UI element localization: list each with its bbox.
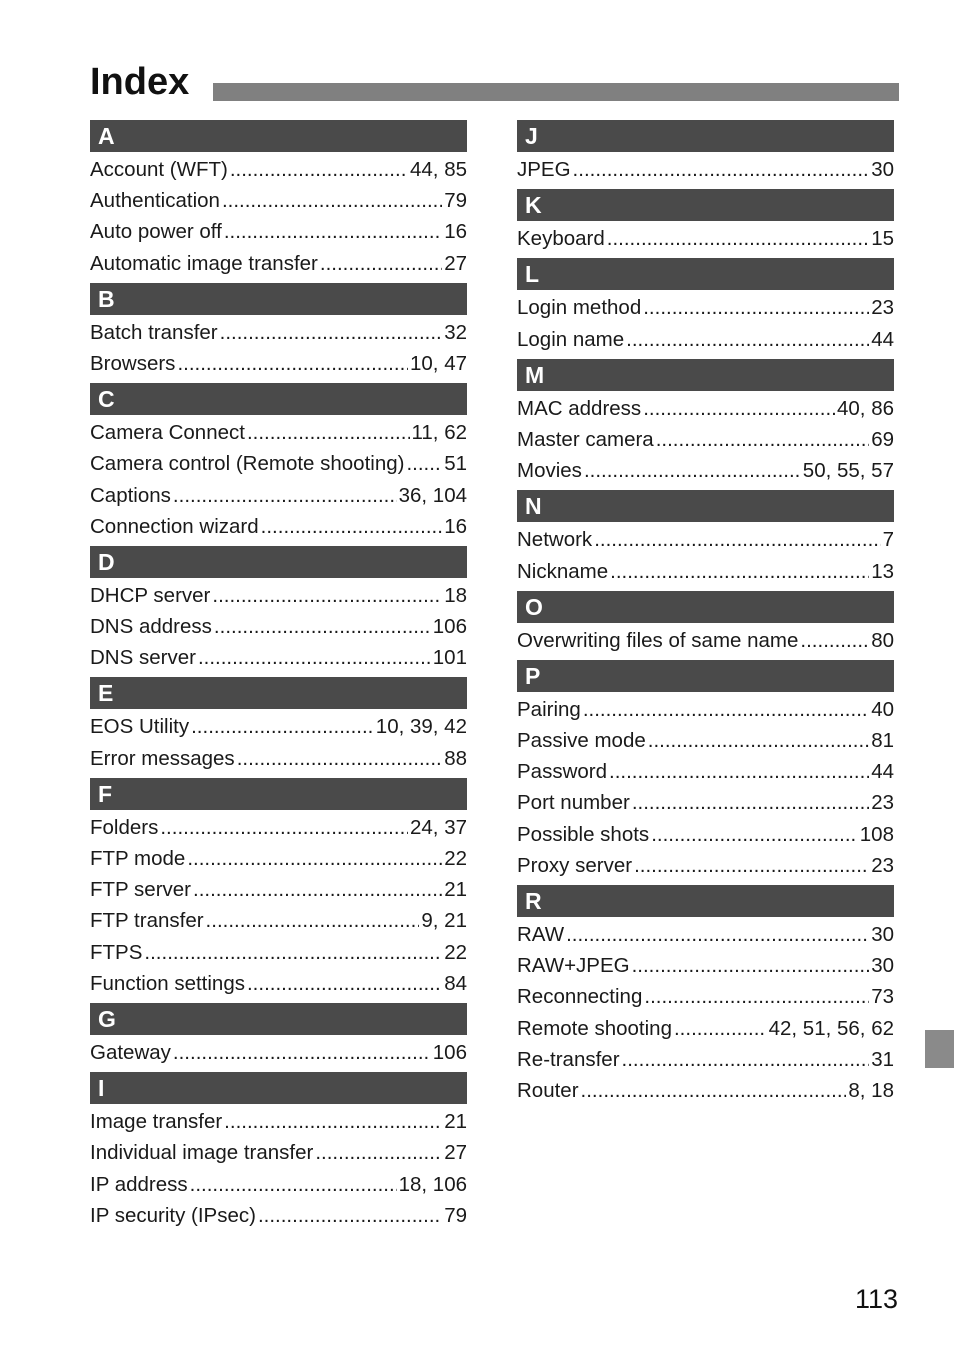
entry-page-refs: 108 bbox=[859, 822, 894, 846]
index-entry bbox=[90, 417, 467, 448]
dot-leader bbox=[214, 611, 431, 642]
index-entry bbox=[90, 743, 467, 774]
index-entry bbox=[517, 625, 894, 656]
entry-page-refs: 21 bbox=[444, 878, 467, 902]
index-section bbox=[90, 283, 467, 379]
index-entry bbox=[517, 292, 894, 323]
entry-term: DNS address bbox=[90, 615, 212, 639]
dot-leader bbox=[220, 317, 443, 348]
index-section bbox=[90, 1072, 467, 1231]
entry-list bbox=[90, 415, 467, 542]
index-entry bbox=[517, 756, 894, 787]
index-entry bbox=[90, 905, 467, 936]
entry-page-refs: 9, 21 bbox=[421, 909, 467, 933]
dot-leader bbox=[607, 223, 869, 254]
dot-leader bbox=[247, 968, 442, 999]
index-section bbox=[90, 546, 467, 674]
index-section bbox=[517, 490, 894, 586]
dot-leader bbox=[648, 725, 869, 756]
index-entry bbox=[90, 580, 467, 611]
page-title: Index bbox=[90, 61, 190, 103]
entry-page-refs: 42, 51, 56, 62 bbox=[768, 1016, 894, 1040]
dot-leader bbox=[173, 480, 397, 511]
entry-term: Auto power off bbox=[90, 220, 222, 244]
entry-page-refs: 80 bbox=[871, 628, 894, 652]
entry-page-refs: 23 bbox=[871, 853, 894, 877]
entry-term: Overwriting files of same name bbox=[517, 628, 799, 652]
entry-list bbox=[90, 709, 467, 773]
entry-page-refs: 8, 18 bbox=[848, 1078, 894, 1102]
index-section bbox=[517, 359, 894, 487]
entry-page-refs: 30 bbox=[871, 158, 894, 181]
entry-term: RAW+JPEG bbox=[517, 954, 630, 978]
entry-page-refs: 24, 37 bbox=[410, 815, 467, 839]
index-entry bbox=[90, 1200, 467, 1231]
dot-leader bbox=[224, 216, 442, 247]
entry-list bbox=[517, 623, 894, 656]
entry-term: Pairing bbox=[517, 697, 581, 721]
index-entry bbox=[90, 874, 467, 905]
index-entry bbox=[517, 223, 894, 254]
entry-term: Image transfer bbox=[90, 1110, 223, 1134]
entry-page-refs: 10, 47 bbox=[410, 351, 467, 375]
index-entry bbox=[90, 611, 467, 642]
dot-leader bbox=[160, 812, 408, 843]
index-section bbox=[517, 591, 894, 656]
index-entry bbox=[90, 812, 467, 843]
dot-leader bbox=[610, 556, 869, 587]
dot-leader bbox=[222, 185, 442, 216]
index-entry bbox=[517, 919, 894, 950]
entry-page-refs: 81 bbox=[871, 729, 894, 753]
dot-leader bbox=[224, 1106, 442, 1137]
entry-page-refs: 106 bbox=[432, 1040, 467, 1064]
index-entry bbox=[90, 1137, 467, 1168]
index-column-left bbox=[90, 120, 467, 1235]
entry-page-refs: 44 bbox=[871, 327, 894, 351]
dot-leader bbox=[800, 625, 869, 656]
section-letter-heading: P bbox=[517, 660, 894, 692]
dot-leader bbox=[212, 580, 442, 611]
dot-leader bbox=[634, 850, 869, 881]
dot-leader bbox=[584, 455, 801, 486]
index-entry bbox=[517, 556, 894, 587]
entry-list bbox=[90, 1035, 467, 1068]
entry-term: Function settings bbox=[90, 971, 245, 995]
entry-page-refs: 30 bbox=[871, 954, 894, 978]
entry-term: Browsers bbox=[90, 351, 176, 375]
index-entry bbox=[517, 1075, 894, 1106]
entry-term: DHCP server bbox=[90, 583, 211, 607]
section-letter-heading: R bbox=[517, 885, 894, 917]
index-section bbox=[90, 383, 467, 542]
entry-page-refs: 73 bbox=[871, 985, 894, 1009]
entry-page-refs: 22 bbox=[444, 940, 467, 964]
dot-leader bbox=[566, 919, 869, 950]
index-section bbox=[517, 189, 894, 254]
entry-term: Network bbox=[517, 528, 593, 552]
index-section bbox=[90, 778, 467, 999]
section-letter-heading: A bbox=[90, 120, 467, 152]
index-entry bbox=[517, 694, 894, 725]
entry-page-refs: 18 bbox=[444, 583, 467, 607]
entry-term: Port number bbox=[517, 791, 630, 815]
dot-leader bbox=[258, 1200, 442, 1231]
entry-page-refs: 16 bbox=[444, 514, 467, 538]
entry-page-refs: 27 bbox=[444, 251, 467, 275]
dot-leader bbox=[247, 417, 410, 448]
entry-term: Authentication bbox=[90, 189, 220, 213]
dot-leader bbox=[144, 937, 442, 968]
index-entry bbox=[90, 448, 467, 479]
index-section bbox=[517, 660, 894, 881]
index-entry bbox=[517, 324, 894, 355]
entry-term: Camera Connect bbox=[90, 421, 245, 445]
entry-page-refs: 18, 106 bbox=[398, 1172, 467, 1196]
entry-page-refs: 69 bbox=[871, 427, 894, 451]
index-column-right bbox=[517, 120, 894, 1110]
section-letter-heading: C bbox=[90, 383, 467, 415]
entry-term: FTP mode bbox=[90, 847, 186, 870]
entry-term: FTP server bbox=[90, 878, 191, 902]
entry-term: Batch transfer bbox=[90, 320, 218, 344]
entry-page-refs: 44 bbox=[871, 760, 894, 784]
index-entry bbox=[517, 393, 894, 424]
section-letter-heading: F bbox=[90, 778, 467, 810]
entry-list bbox=[517, 391, 894, 487]
entry-term: Movies bbox=[517, 459, 582, 483]
section-letter-heading: D bbox=[90, 546, 467, 578]
section-letter-heading: E bbox=[90, 677, 467, 709]
entry-page-refs: 32 bbox=[444, 320, 467, 344]
entry-term: Login name bbox=[517, 327, 625, 351]
index-entry bbox=[90, 968, 467, 999]
dot-leader bbox=[632, 950, 870, 981]
entry-page-refs: 79 bbox=[444, 1203, 467, 1227]
entry-page-refs: 15 bbox=[871, 227, 894, 251]
entry-term: Captions bbox=[90, 483, 171, 507]
dot-leader bbox=[187, 843, 442, 874]
entry-list bbox=[90, 810, 467, 999]
entry-term: FTPS bbox=[90, 940, 143, 964]
entry-term: Nickname bbox=[517, 559, 609, 583]
index-entry bbox=[517, 725, 894, 756]
dot-leader bbox=[173, 1037, 431, 1068]
index-section bbox=[517, 885, 894, 1106]
index-entry bbox=[90, 1169, 467, 1200]
entry-page-refs: 11, 62 bbox=[411, 421, 467, 445]
entry-page-refs: 50, 55, 57 bbox=[802, 459, 894, 483]
section-letter-heading: N bbox=[517, 490, 894, 522]
entry-page-refs: 23 bbox=[871, 296, 894, 320]
entry-list bbox=[517, 221, 894, 254]
dot-leader bbox=[190, 1169, 397, 1200]
entry-term: RAW bbox=[517, 923, 565, 946]
index-entry bbox=[517, 455, 894, 486]
section-letter-heading: B bbox=[90, 283, 467, 315]
entry-list bbox=[517, 152, 894, 185]
entry-term: Master camera bbox=[517, 427, 654, 451]
dot-leader bbox=[230, 154, 408, 185]
index-entry bbox=[90, 317, 467, 348]
dot-leader bbox=[573, 154, 870, 185]
entry-page-refs: 22 bbox=[444, 847, 467, 870]
entry-page-refs: 79 bbox=[444, 189, 467, 213]
index-entry bbox=[90, 480, 467, 511]
entry-term: Passive mode bbox=[517, 729, 646, 753]
dot-leader bbox=[626, 324, 869, 355]
entry-list bbox=[517, 522, 894, 586]
index-entry bbox=[90, 1037, 467, 1068]
entry-page-refs: 7 bbox=[882, 528, 894, 552]
index-entry bbox=[517, 154, 894, 185]
index-entry bbox=[90, 185, 467, 216]
dot-leader bbox=[643, 393, 835, 424]
dot-leader bbox=[315, 1137, 442, 1168]
index-section bbox=[90, 1003, 467, 1068]
dot-leader bbox=[320, 248, 442, 279]
entry-list bbox=[90, 152, 467, 279]
entry-page-refs: 44, 85 bbox=[410, 158, 467, 181]
section-letter-heading: O bbox=[517, 591, 894, 623]
dot-leader bbox=[644, 981, 869, 1012]
index-entry bbox=[517, 524, 894, 555]
section-letter-heading: I bbox=[90, 1072, 467, 1104]
entry-page-refs: 30 bbox=[871, 923, 894, 946]
entry-term: Reconnecting bbox=[517, 985, 643, 1009]
dot-leader bbox=[651, 819, 858, 850]
entry-page-refs: 101 bbox=[432, 646, 467, 670]
index-section bbox=[90, 120, 467, 279]
dot-leader bbox=[609, 756, 869, 787]
entry-page-refs: 51 bbox=[444, 452, 467, 476]
dot-leader bbox=[237, 743, 443, 774]
thumb-index-tab bbox=[925, 1030, 954, 1068]
index-entry bbox=[90, 348, 467, 379]
index-entry bbox=[517, 981, 894, 1012]
index-entry bbox=[517, 819, 894, 850]
entry-term: Error messages bbox=[90, 746, 235, 770]
dot-leader bbox=[206, 905, 420, 936]
entry-term: Automatic image transfer bbox=[90, 251, 318, 275]
entry-page-refs: 23 bbox=[871, 791, 894, 815]
entry-page-refs: 21 bbox=[444, 1110, 467, 1134]
dot-leader bbox=[406, 448, 442, 479]
dot-leader bbox=[656, 424, 869, 455]
entry-term: Keyboard bbox=[517, 227, 605, 251]
index-section bbox=[517, 120, 894, 185]
section-letter-heading: M bbox=[517, 359, 894, 391]
entry-page-refs: 40 bbox=[871, 697, 894, 721]
index-section bbox=[517, 258, 894, 354]
dot-leader bbox=[583, 694, 869, 725]
index-entry bbox=[517, 1013, 894, 1044]
index-section bbox=[90, 677, 467, 773]
entry-list bbox=[517, 290, 894, 354]
section-letter-heading: G bbox=[90, 1003, 467, 1035]
entry-term: Remote shooting bbox=[517, 1016, 672, 1040]
entry-term: Connection wizard bbox=[90, 514, 259, 538]
entry-term: Folders bbox=[90, 815, 159, 839]
dot-leader bbox=[193, 874, 442, 905]
index-entry bbox=[90, 216, 467, 247]
entry-page-refs: 40, 86 bbox=[837, 396, 894, 420]
dot-leader bbox=[191, 711, 374, 742]
entry-term: Proxy server bbox=[517, 853, 633, 877]
index-entry bbox=[517, 950, 894, 981]
entry-list bbox=[517, 917, 894, 1106]
entry-term: MAC address bbox=[517, 396, 642, 420]
entry-term: Individual image transfer bbox=[90, 1141, 314, 1165]
section-letter-heading: L bbox=[517, 258, 894, 290]
entry-term: Router bbox=[517, 1078, 579, 1102]
index-entry bbox=[90, 248, 467, 279]
entry-term: Account (WFT) bbox=[90, 158, 228, 181]
entry-page-refs: 16 bbox=[444, 220, 467, 244]
dot-leader bbox=[198, 642, 431, 673]
dot-leader bbox=[622, 1044, 870, 1075]
index-entry bbox=[90, 511, 467, 542]
entry-page-refs: 13 bbox=[871, 559, 894, 583]
entry-term: Password bbox=[517, 760, 608, 784]
entry-term: Re-transfer bbox=[517, 1047, 620, 1071]
index-entry bbox=[90, 642, 467, 673]
dot-leader bbox=[594, 524, 880, 555]
page-number: 113 bbox=[854, 1284, 898, 1314]
entry-term: Gateway bbox=[90, 1040, 171, 1064]
index-entry bbox=[90, 154, 467, 185]
dot-leader bbox=[674, 1013, 767, 1044]
dot-leader bbox=[261, 511, 443, 542]
entry-term: IP security (IPsec) bbox=[90, 1203, 256, 1227]
dot-leader bbox=[632, 787, 869, 818]
entry-page-refs: 106 bbox=[432, 615, 467, 639]
entry-term: EOS Utility bbox=[90, 715, 190, 739]
entry-list bbox=[90, 1104, 467, 1231]
entry-term: Possible shots bbox=[517, 822, 650, 846]
entry-term: IP address bbox=[90, 1172, 188, 1196]
dot-leader bbox=[177, 348, 408, 379]
entry-list bbox=[90, 315, 467, 379]
index-entry bbox=[517, 424, 894, 455]
index-entry bbox=[90, 937, 467, 968]
section-letter-heading: J bbox=[517, 120, 894, 152]
entry-term: Login method bbox=[517, 296, 642, 320]
entry-term: FTP transfer bbox=[90, 909, 204, 933]
entry-list bbox=[517, 692, 894, 881]
entry-page-refs: 88 bbox=[444, 746, 467, 770]
entry-list bbox=[90, 578, 467, 674]
entry-term: DNS server bbox=[90, 646, 196, 670]
entry-page-refs: 31 bbox=[871, 1047, 894, 1071]
entry-term: JPEG bbox=[517, 158, 571, 181]
dot-leader bbox=[581, 1075, 847, 1106]
title-rule bbox=[213, 83, 899, 101]
entry-page-refs: 27 bbox=[444, 1141, 467, 1165]
index-entry bbox=[517, 787, 894, 818]
dot-leader bbox=[643, 292, 869, 323]
index-entry bbox=[90, 843, 467, 874]
section-letter-heading: K bbox=[517, 189, 894, 221]
entry-page-refs: 84 bbox=[444, 971, 467, 995]
entry-page-refs: 36, 104 bbox=[398, 483, 467, 507]
index-entry bbox=[90, 711, 467, 742]
index-entry bbox=[517, 850, 894, 881]
index-entry bbox=[90, 1106, 467, 1137]
index-entry bbox=[517, 1044, 894, 1075]
entry-term: Camera control (Remote shooting) bbox=[90, 452, 405, 476]
entry-page-refs: 10, 39, 42 bbox=[375, 715, 467, 739]
